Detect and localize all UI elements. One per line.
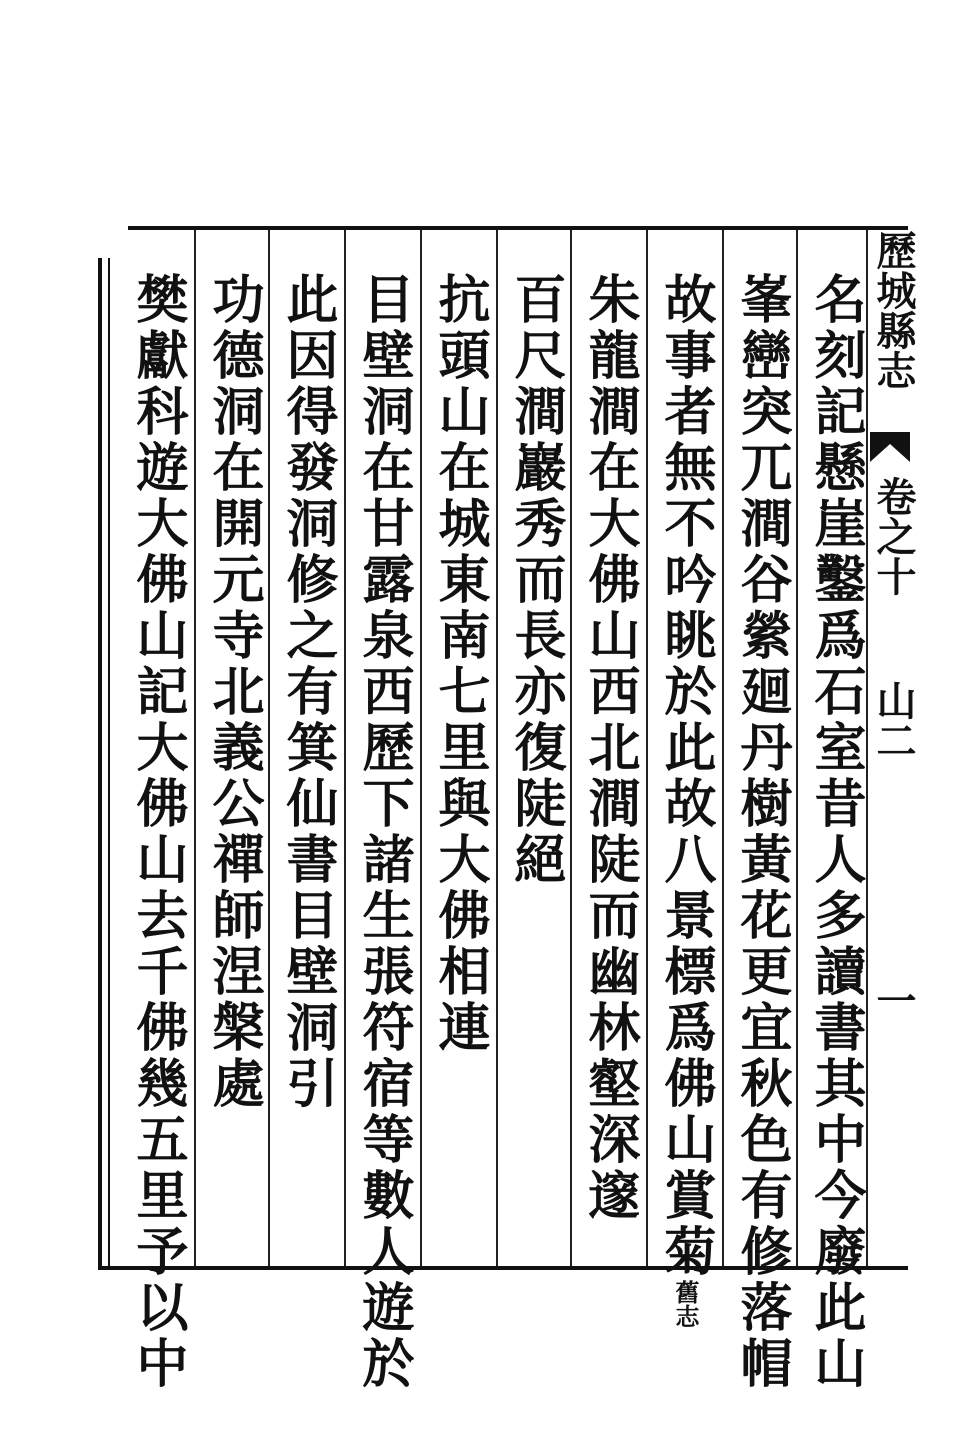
column-text: 故事者無不吟眺於此故八景標爲佛山賞菊 (655, 272, 716, 1280)
column-rule (268, 230, 270, 1266)
column-text: 目壁洞在甘露泉西歷下諸生張符宿等數人遊於 (353, 272, 414, 1392)
frame-left-border (98, 258, 102, 1268)
column-text: 峯巒突兀澗谷縈廻丹樹黃花更宜秋色有修落帽 (731, 272, 792, 1392)
column-rule (420, 230, 422, 1266)
column-text: 此因得發洞修之有箕仙書目壁洞引 (277, 272, 338, 1112)
section-label: 山二 (870, 680, 917, 760)
column-rule (496, 230, 498, 1266)
column-rule (344, 230, 346, 1266)
column-rule (570, 230, 572, 1266)
column-rule (646, 230, 648, 1266)
frame-top-border (128, 226, 908, 230)
column-text: 樊獻科遊大佛山記大佛山去千佛幾五里予以中 (127, 272, 188, 1392)
text-column-7 (350, 272, 416, 1392)
fish-tail-mark (870, 432, 910, 462)
column-text: 朱龍澗在大佛山西北澗陡而幽林壑深邃 (579, 272, 640, 1224)
column-note: 舊志 (671, 1280, 700, 1328)
column-text: 功德洞在開元寺北義公禪師涅槃處 (203, 272, 264, 1112)
column-rule (194, 230, 196, 1266)
column-text: 抗頭山在城東南七里與大佛相連 (429, 272, 490, 1056)
text-column-4 (576, 272, 642, 1224)
text-column-8 (274, 272, 340, 1112)
text-column-9 (200, 272, 266, 1112)
text-column-2 (728, 272, 794, 1392)
text-column-10 (124, 272, 190, 1392)
page-number: 一 (870, 980, 917, 1020)
text-column-3 (652, 272, 718, 1328)
text-column-5 (502, 272, 568, 888)
text-column-6 (426, 272, 492, 1056)
column-rule (722, 230, 724, 1266)
column-text: 名刻記懸崖鑿爲石室昔人多讀書其中今廢此山 (805, 272, 866, 1392)
volume-label: 卷之十 (870, 476, 917, 596)
frame-left-inner-border (108, 258, 110, 1268)
text-column-1 (802, 272, 868, 1392)
column-text: 百尺澗巖秀而長亦復陡絕 (505, 272, 566, 888)
book-title: 歷城縣志 (870, 230, 917, 390)
column-rule (796, 230, 798, 1266)
